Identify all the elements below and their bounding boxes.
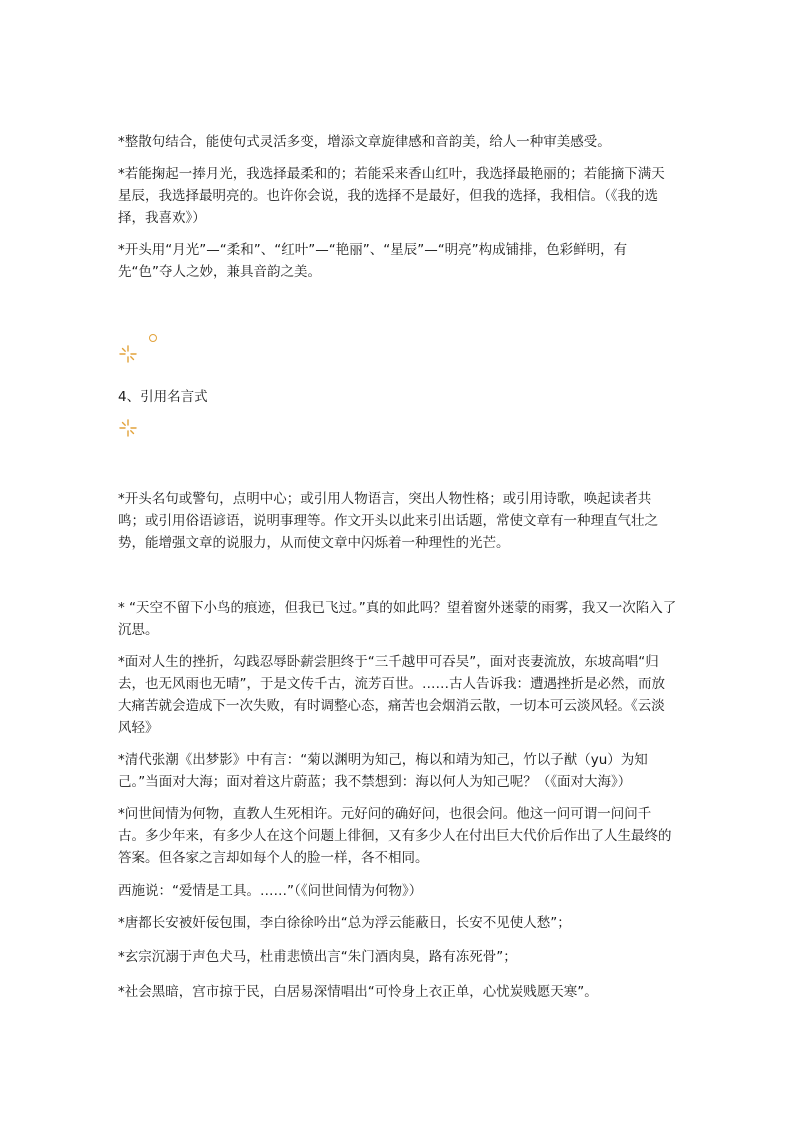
circle-decoration-icon	[149, 334, 157, 342]
paragraph-parallel-sentences: *整散句结合，能使句式灵活多变，增添文章旋律感和音韵美，给人一种审美感受。	[118, 134, 611, 150]
paragraph-example-setback: *面对人生的挫折，勾践忍辱卧薪尝胆终于“三千越甲可吞吴”，面对丧妻流放，东坡高唱“归去，也无风雨也无晴”，于是文传千古，流芳百世。……古人告诉我：遭遇挫折是必然，而放大痛苦就会造成下一次失败，有时调整心态，痛苦也会烟消云散，一切本可云淡风轻。《云淡风轻》	[118, 654, 665, 736]
section-heading: 4、引用名言式	[118, 389, 208, 405]
sparkle-icon	[118, 418, 138, 438]
paragraph-example-choice: *若能掬起一捧月光，我选择最柔和的；若能采来香山红叶，我选择最艳丽的；若能摘下满天星辰，我选择最明亮的。也许你会说，我的选择不是最好，但我的选择，我相信。（《我的选择，我喜欢》）	[118, 166, 665, 226]
paragraph-example-analysis: *开头用“月光”—“柔和”、“红叶”—“艳丽”、“星辰”—“明亮”构成铺排，色彩鲜明，有先“色”夺人之妙，兼具音韵之美。	[118, 242, 628, 280]
paragraph-quote-method: *开头名句或警句，点明中心；或引用人物语言，突出人物性格；或引用诗歌，唤起读者共鸣；或引用俗语谚语，说明事理等。作文开头以此来引出话题，常使文章有一种理直气壮之势，能增强文章的说服力，从而使文章中闪烁着一种理性的光芒。	[118, 491, 658, 551]
paragraph-example-love: *问世间情为何物，直教人生死相许。元好问的确好问，也很会问。他这一问可谓一问问千古。多少年来，有多少人在这个问题上徘徊，又有多少人在付出巨大代价后作出了人生最终的答案。但各家之言却如每个人的脸一样，各不相同。	[118, 806, 672, 866]
paragraph-baijuyi: *社会黑暗，宫市掠于民，白居易深情唱出“可怜身上衣正单，心忧炭贱愿天寒”。	[118, 984, 598, 1000]
paragraph-example-sky: * “天空不留下小鸟的痕迹，但我已飞过。”真的如此吗？望着窗外迷蒙的雨雾，我又一次陷入了沉思。	[118, 600, 677, 638]
sparkle-icon	[118, 344, 138, 364]
paragraph-libai: *唐都长安被奸佞包围，李白徐徐吟出“总为浮云能蔽日，长安不见使人愁”；	[118, 915, 571, 931]
paragraph-example-sea: *清代张潮《出梦影》中有言：“菊以渊明为知己，梅以和靖为知己，竹以子猷（yu）为知己。”当面对大海；面对着这片蔚蓝；我不禁想到：海以何人为知己呢？（《面对大海》）	[118, 752, 648, 790]
paragraph-dufu: *玄宗沉溺于声色犬马，杜甫悲愤出言“朱门酒肉臭，路有冻死骨”；	[118, 949, 517, 965]
paragraph-xishi-quote: 西施说：“爱情是工具。……”（《问世间情为何物》）	[118, 883, 423, 899]
